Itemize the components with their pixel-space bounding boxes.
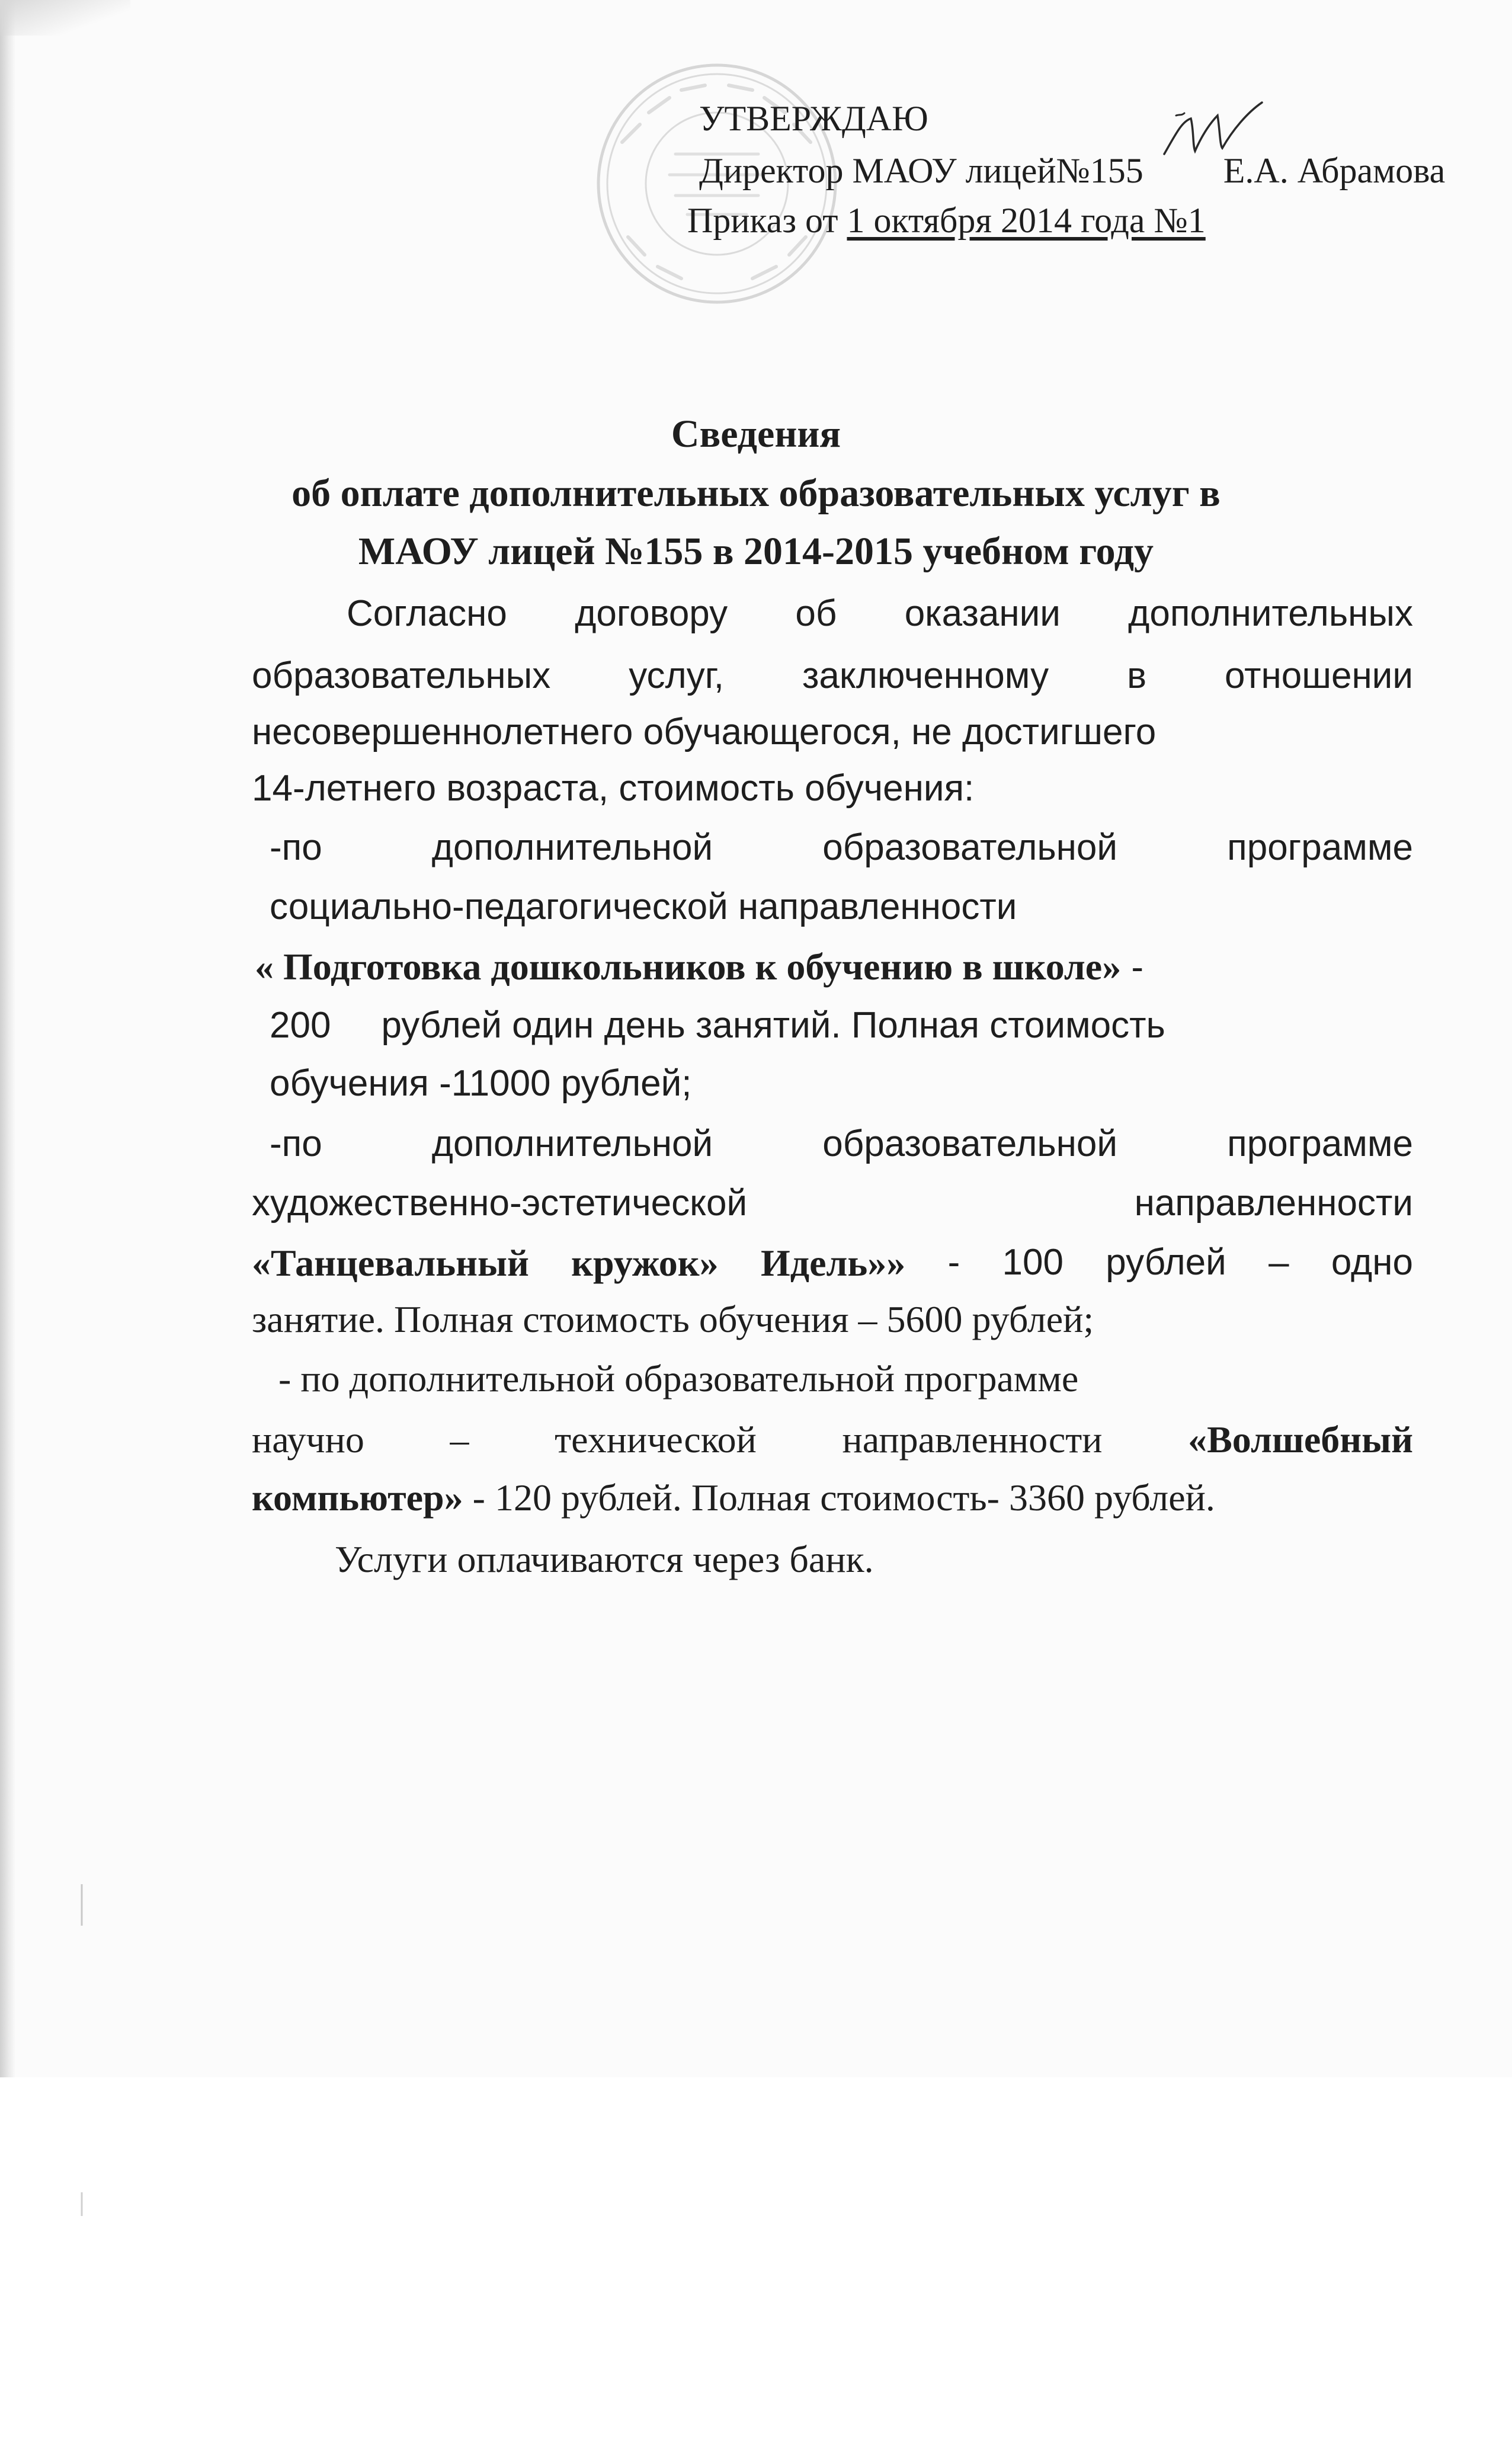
- director-line: [699, 153, 1445, 188]
- program-name-computer: «Волшебный: [1188, 1418, 1413, 1461]
- item1-line-2: социально-педагогической направленности: [270, 886, 1017, 927]
- word: -по: [270, 1123, 322, 1164]
- program-name-computer: компьютер»: [252, 1477, 463, 1519]
- item3-line-1: - по дополнительной образовательной программе: [278, 1357, 1079, 1400]
- order-line: [687, 203, 1206, 238]
- document-title: Сведения: [671, 412, 841, 456]
- document-subtitle-line-2: МАОУ лицей №155 в 2014-2015 учебном году: [358, 530, 1154, 573]
- price-text: - 120 рублей. Полная стоимость- 3360 рублей.: [463, 1477, 1215, 1519]
- word: заключенному: [802, 655, 1049, 696]
- item1-program-line: [255, 948, 1143, 986]
- scan-edge-shadow: [0, 0, 15, 2077]
- word: оказании: [904, 593, 1061, 634]
- word: технической: [555, 1418, 757, 1461]
- word: -: [947, 1242, 960, 1283]
- item1-total-line: обучения -11000 рублей;: [270, 1063, 692, 1104]
- word: научно: [252, 1418, 364, 1461]
- item2-program-line: [252, 1244, 1413, 1282]
- word: -по: [270, 827, 322, 868]
- program-name-preschool: « Подготовка дошкольников к обучению в школе»: [255, 946, 1122, 988]
- word: художественно-эстетической: [252, 1183, 748, 1224]
- price-text: рублей один день занятий. Полная стоимость: [381, 1005, 1165, 1046]
- intro-line-2: [252, 655, 1413, 696]
- scan-specks: [80, 1860, 84, 2453]
- item2-line-1: [270, 1123, 1413, 1164]
- word: направленности: [842, 1418, 1103, 1461]
- word: одно: [1331, 1242, 1413, 1283]
- item2-line-2: [252, 1185, 1413, 1222]
- word: рублей: [1106, 1242, 1226, 1283]
- word: дополнительной: [431, 827, 713, 868]
- document-subtitle-line-1: об оплате дополнительных образовательных услуг в: [291, 472, 1221, 515]
- program-name-dance: кружок»: [571, 1242, 719, 1284]
- order-prefix: Приказ от: [687, 201, 838, 240]
- item3-line-2: [252, 1418, 1413, 1461]
- intro-line-3: несовершеннолетнего обучающегося, не достигшего: [252, 712, 1157, 752]
- word: отношении: [1224, 655, 1413, 696]
- item1-line-1: [270, 827, 1413, 868]
- word: в: [1127, 655, 1146, 696]
- word: об: [795, 593, 837, 634]
- word: образовательных: [252, 655, 551, 696]
- director-title: Директор МАОУ лицей№155: [699, 151, 1143, 190]
- word: услуг,: [629, 655, 724, 696]
- price-value: 200: [270, 1005, 331, 1046]
- approval-heading: УТВЕРЖДАЮ: [699, 99, 928, 138]
- item2-total-line: занятие. Полная стоимость обучения – 5600 рублей;: [252, 1298, 1094, 1340]
- dash: -: [1121, 947, 1144, 988]
- word: образовательной: [822, 827, 1118, 868]
- word: программе: [1227, 1123, 1413, 1164]
- scan-corner-shadow: [0, 0, 130, 36]
- word: договору: [575, 593, 728, 634]
- director-name: Е.А. Абрамова: [1223, 151, 1446, 190]
- word: образовательной: [822, 1123, 1118, 1164]
- word: направленности: [1134, 1183, 1413, 1224]
- word: –: [450, 1418, 469, 1461]
- intro-line-4: 14-летнего возраста, стоимость обучения:: [252, 768, 975, 809]
- order-date: 1 октября 2014 года №1: [847, 201, 1206, 240]
- word: 100: [1002, 1242, 1063, 1283]
- word: дополнительных: [1128, 593, 1413, 634]
- word: дополнительной: [431, 1123, 713, 1164]
- word: Согласно: [347, 593, 507, 634]
- word: –: [1268, 1242, 1289, 1283]
- program-name-dance: «Танцевальный: [252, 1242, 529, 1284]
- intro-line-1: [347, 595, 1413, 632]
- item3-price-line: [252, 1479, 1215, 1517]
- payment-note: Услуги оплачиваются через банк.: [335, 1538, 874, 1580]
- word: программе: [1227, 827, 1413, 868]
- program-name-dance: Идель»»: [760, 1242, 906, 1284]
- item1-price-line: [270, 1007, 1165, 1044]
